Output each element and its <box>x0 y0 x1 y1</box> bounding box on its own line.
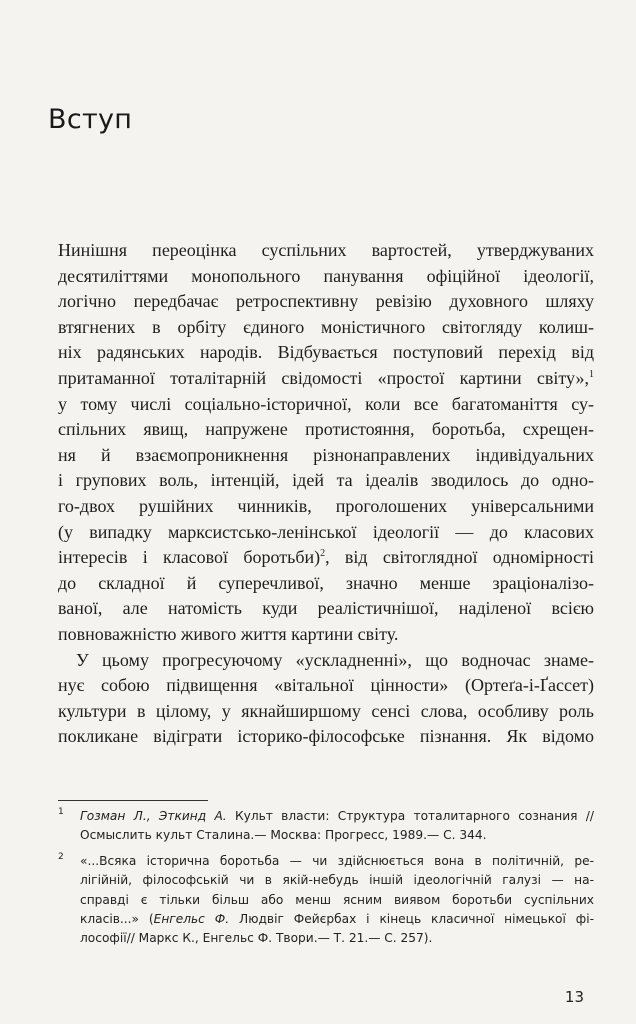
footnote-1-line-2: Осмыслить культ Сталина.— Москва: Прогресс, 1989.— С. 344. <box>80 828 487 843</box>
paragraph-1-line-16: повноважністю живого життя картини світу. <box>58 623 399 644</box>
line-6-text: притаманної тоталітарній свідомості «простої картини світу» <box>58 367 585 388</box>
line-13-tail: , від світоглядної одномірності <box>325 547 594 568</box>
footnote-2-title: Людвіг Фейєрбах і кінець класичної німецької фі- <box>229 912 594 927</box>
footnote-1-authors: Гозман Л., Эткинд А. <box>80 809 227 823</box>
footnote-1 <box>58 807 594 846</box>
paragraph-1-line-7: у тому числі соціально-історичної, коли все багатоманіття су- <box>58 393 594 414</box>
footnote-number: 1 <box>58 807 64 817</box>
paragraph-2-line-3: культури в цілому, у якнайширшому сенсі слова, особливу роль <box>58 700 594 721</box>
chapter-title: Вступ <box>48 104 133 135</box>
footnote-divider <box>58 800 208 801</box>
paragraph-1-line-8: спільних явищ, напружене протистояння, боротьба, схрещен- <box>58 419 594 440</box>
footnote-2-line-5: лософії// Маркс К., Енгельс Ф. Твори.— Т. 21.— С. 257). <box>80 931 433 946</box>
paragraph-1-line-12: (у випадку марксистсько-ленінської ідеології — до класових <box>58 521 594 542</box>
paragraph-1-line-13 <box>58 545 594 571</box>
paragraph-1-line-4: втягнених в орбіту єдиного моністичного світогляду колиш- <box>58 316 594 337</box>
paragraph-1-line-5: ніх радянських народів. Відбувається поступовий перехід від <box>58 342 594 363</box>
footnotes <box>58 807 594 955</box>
paragraph-1-line-1: Нинішня переоцінка суспільних вартостей, утверджуваних <box>58 240 594 260</box>
footnote-1-title: Культ власти: Структура тоталитарного сознания // <box>226 809 594 823</box>
footnote-2-author: Енгельс Ф. <box>153 912 230 927</box>
page-number: 13 <box>564 988 584 1006</box>
paragraph-1-line-15: ваної, але натомість куди реалістичнішої, наділеної всією <box>58 598 594 619</box>
paragraph-1-line-11: го-двох рушійних чинників, проголошених універсальними <box>58 495 594 516</box>
line-6-tail: , <box>584 367 589 388</box>
footnote-2-line-2: лігійній, філософській чи в якій-небудь іншій ідеологічній галузі — на- <box>80 873 594 888</box>
footnote-2-pre: класів...» ( <box>80 912 154 927</box>
line-13-text: інтересів і класової боротьби) <box>58 547 321 568</box>
paragraph-1-line-3: логічно передбачає ретроспективну ревізію духовного шляху <box>58 291 594 312</box>
footnote-1-line-1 <box>80 807 594 826</box>
footnote-2-line-4 <box>80 910 594 929</box>
footnote-ref-1[interactable]: 1 <box>589 368 594 380</box>
paragraph-1-line-6 <box>58 366 594 392</box>
paragraph-2-line-4: покликане відіграти історико-філософське пізнання. Як відомо <box>58 726 594 747</box>
paragraph-2-line-2: нує собою підвищення «вітальної цінности» (Ортеґа-і-Ґассет) <box>58 675 594 696</box>
paragraph-1-line-2: десятиліттями монопольного панування офіційної ідеології, <box>58 265 594 286</box>
paragraph-2-line-1: У цьому прогресуючому «ускладненні», що водночас знаме- <box>76 649 594 670</box>
body-text <box>58 238 594 750</box>
paragraph-1-line-10: і групових воль, інтенцій, ідей та ідеалів зводилось до одно- <box>58 470 594 491</box>
paragraph-1-line-14: до складної й суперечливої, значно менше зраціоналізо- <box>58 572 594 593</box>
footnote-number: 2 <box>58 851 64 862</box>
paragraph-1-line-9: ня й взаємопроникнення різнонаправлених індивідуальних <box>58 444 594 465</box>
footnote-2-line-3: справді є тільки більш або менш ясним виявом боротьби суспільних <box>80 892 594 907</box>
footnote-ref-2[interactable]: 2 <box>320 548 326 560</box>
footnote-2 <box>58 852 594 949</box>
footnote-2-line-1: «...Всяка історична боротьба — чи здійснюється вона в політичній, ре- <box>80 853 594 868</box>
